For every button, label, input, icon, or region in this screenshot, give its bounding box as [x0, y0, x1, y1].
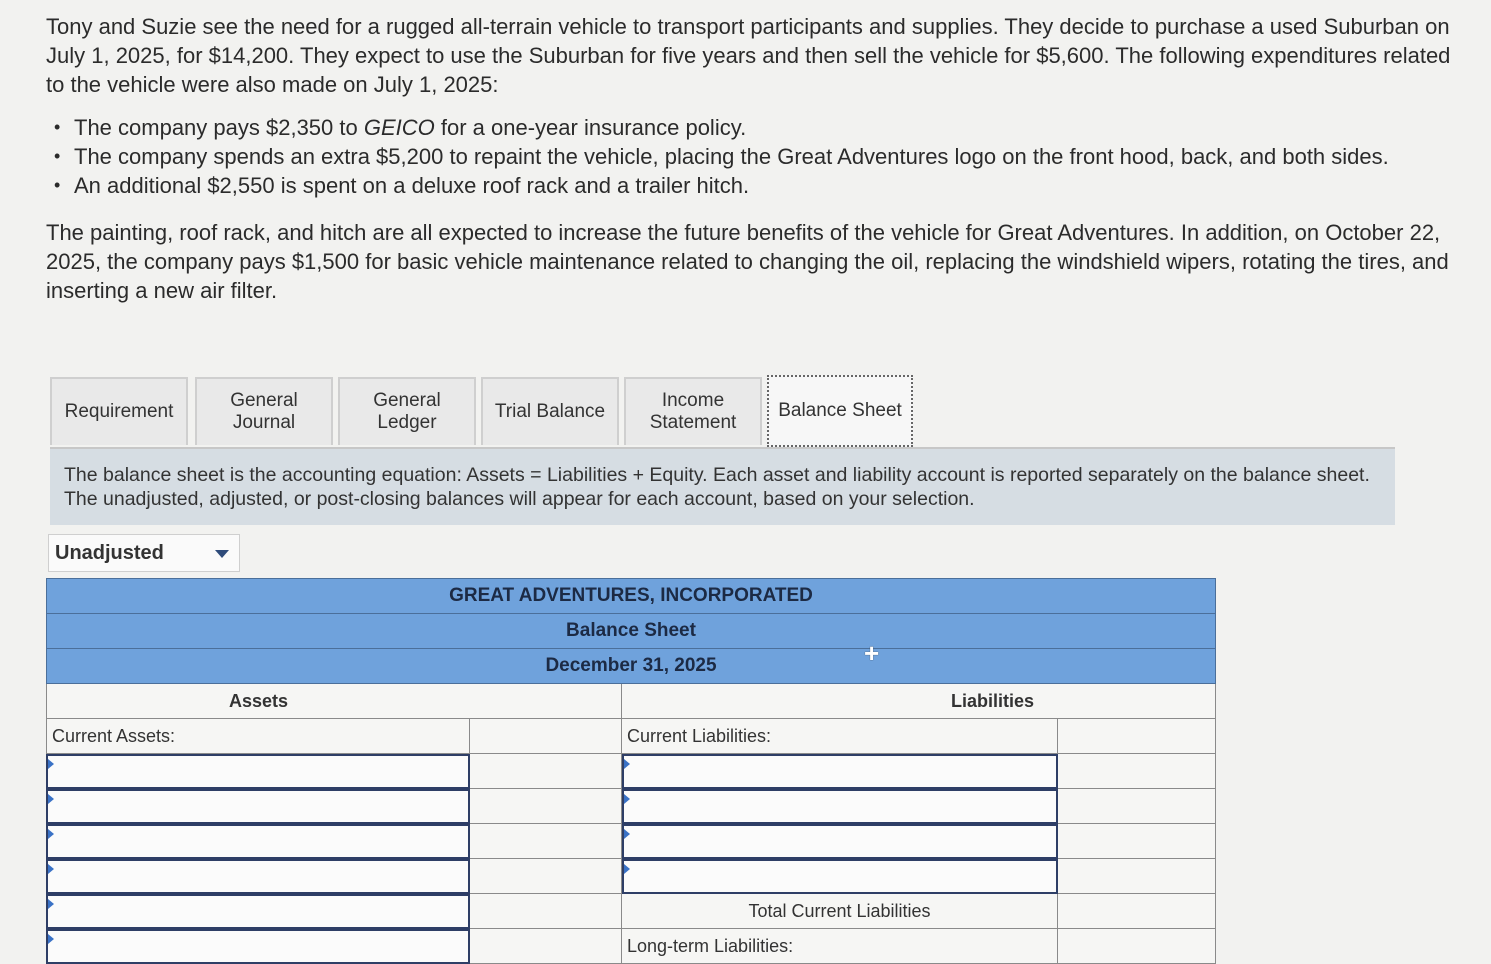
statement-title: Balance Sheet	[46, 613, 1216, 648]
table-row	[46, 789, 1216, 824]
requirement-tabs	[50, 375, 1395, 449]
chevron-down-icon	[215, 550, 229, 558]
amount-cell	[1058, 719, 1216, 754]
tab-income-statement[interactable]: Income Statement	[624, 377, 762, 445]
liabilities-header: Liabilities	[770, 684, 1216, 719]
amount-cell	[470, 894, 622, 929]
amount-cell	[470, 859, 622, 894]
asset-account-input[interactable]	[46, 929, 470, 964]
amount-cell	[470, 754, 622, 789]
maintenance-paragraph: The painting, roof rack, and hitch are all expected to increase the future benefits of the vehicle for Great Adventures. In addition, on October 22, 2025, the company pays $1,500 for basic vehicle maintenance related to changing the oil, replacing the windshield wipers, rotating the tires, and inserting a new air filter.	[46, 220, 1449, 303]
asset-account-input[interactable]	[46, 789, 470, 824]
liability-account-input[interactable]	[622, 859, 1058, 894]
table-row	[46, 859, 1216, 894]
tab-general-ledger[interactable]: General Ledger	[338, 377, 476, 445]
amount-cell	[470, 719, 622, 754]
liability-account-input[interactable]	[622, 824, 1058, 859]
amount-cell	[1058, 789, 1216, 824]
tab-trial-balance[interactable]: Trial Balance	[481, 377, 619, 445]
tab-general-journal[interactable]: General Journal	[195, 377, 333, 445]
table-row	[46, 719, 1216, 754]
total-current-liabilities-label: Total Current Liabilities	[622, 894, 1058, 929]
problem-text	[46, 12, 1456, 305]
tab-balance-sheet[interactable]: Balance Sheet	[767, 375, 913, 447]
amount-cell	[1058, 894, 1216, 929]
liability-account-input[interactable]	[622, 754, 1058, 789]
table-row	[46, 929, 1216, 964]
instructions-box: The balance sheet is the accounting equation: Assets = Liabilities + Equity. Each asset and liability account is reported separately on the balance sheet. The unadjusted, adjusted, or post-closing balances will appear for each account, based on your selection.	[50, 449, 1395, 525]
table-row	[46, 684, 1216, 719]
current-assets-label: Current Assets:	[46, 719, 470, 754]
tab-requirement[interactable]: Requirement	[50, 377, 188, 445]
list-item: • An additional $2,550 is spent on a deluxe roof rack and a trailer hitch.	[72, 171, 1456, 200]
amount-cell	[470, 929, 622, 964]
current-liabilities-label: Current Liabilities:	[622, 719, 1058, 754]
balance-type-dropdown[interactable]: Unadjusted	[48, 534, 240, 572]
statement-date: December 31, 2025	[46, 648, 1216, 683]
amount-cell	[470, 824, 622, 859]
long-term-liabilities-label: Long-term Liabilities:	[622, 929, 1058, 964]
assets-header: Assets	[46, 684, 470, 719]
list-item: • The company pays $2,350 to GEICO for a one-year insurance policy.	[72, 113, 1456, 142]
asset-account-input[interactable]	[46, 754, 470, 789]
asset-account-input[interactable]	[46, 894, 470, 929]
table-row	[46, 894, 1216, 929]
expenditure-list	[46, 113, 1456, 200]
amount-cell	[1058, 754, 1216, 789]
liability-account-input[interactable]	[622, 789, 1058, 824]
table-row	[46, 754, 1216, 789]
plus-icon: +	[864, 638, 880, 668]
amount-cell	[1058, 929, 1216, 964]
list-item: • The company spends an extra $5,200 to repaint the vehicle, placing the Great Adventures logo on the front hood, back, and both sides.	[72, 142, 1456, 171]
amount-cell	[1058, 859, 1216, 894]
intro-paragraph: Tony and Suzie see the need for a rugged all-terrain vehicle to transport participants and supplies. They decide to purchase a used Suburban on July 1, 2025, for $14,200. They expect to use the Suburban for five years and then sell the vehicle for $5,600. The following expenditures related to the vehicle were also made on July 1, 2025:	[46, 14, 1451, 97]
asset-account-input[interactable]	[46, 859, 470, 894]
company-name: GREAT ADVENTURES, INCORPORATED	[46, 578, 1216, 613]
balance-sheet-table	[46, 578, 1216, 964]
amount-cell	[470, 789, 622, 824]
asset-account-input[interactable]	[46, 824, 470, 859]
table-row	[46, 824, 1216, 859]
amount-cell	[1058, 824, 1216, 859]
